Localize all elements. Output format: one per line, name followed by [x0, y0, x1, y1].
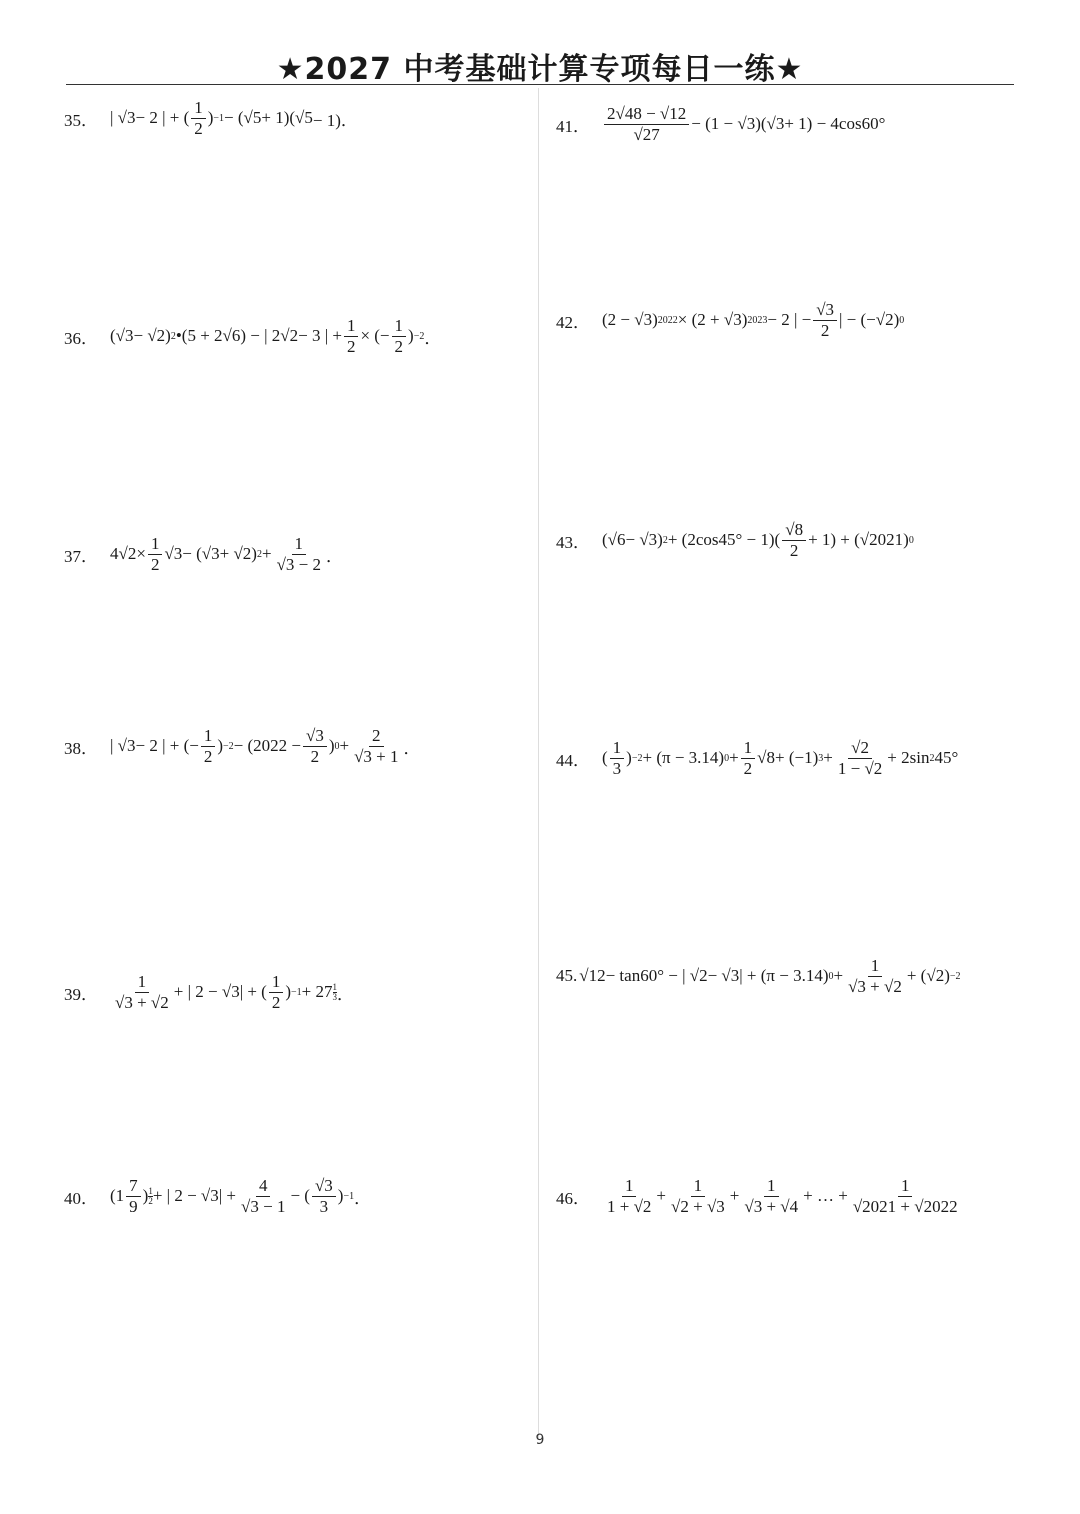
problem-number: 38．	[64, 738, 98, 758]
problem-number: 37．	[64, 546, 98, 566]
page-number: 9	[535, 1432, 545, 1448]
page-title: ★2027 中考基础计算专项每日一练★	[276, 52, 804, 87]
problem-45	[556, 956, 961, 996]
problem-44	[556, 738, 958, 778]
column-divider	[538, 88, 539, 1438]
problem-expression: | √ 3 − 2 | + (− 1 2 ) −2 − (2022 − √3 2 ) 0 + 2 √3 + 1 ．	[110, 726, 421, 766]
problem-expression: 1 √3 + √2 + | 2 − √ 3 | + ( 1 2 ) −1 + 27 1 3 ．	[115, 972, 354, 1012]
problem-number: 43．	[556, 532, 590, 552]
problem-expression: | √ 3 − 2 | + ( 1 2 ) −1 − (√ 5 + 1)(√ 5 − 1)．	[110, 98, 358, 138]
problem-number: 45.	[556, 966, 578, 986]
problem-37	[64, 534, 343, 574]
problem-35	[64, 98, 358, 138]
problem-36	[64, 316, 441, 356]
problem-43	[556, 520, 914, 560]
problem-expression: 4√ 2 × 1 2 √ 3 − (√ 3 + √ 2 ) 2 + 1 √3 − 2 ．	[110, 534, 343, 574]
problem-41	[556, 104, 885, 144]
problem-42	[556, 300, 904, 340]
problem-39	[64, 972, 354, 1012]
problem-number: 46．	[556, 1188, 590, 1208]
problem-expression: (√ 3 − √ 2 ) 2 •(5 + 2√ 6 ) − | 2√ 2 − 3 | + 1 2 × (− 1 2 ) −2 ．	[110, 316, 442, 356]
problem-number: 36．	[64, 328, 98, 348]
problem-number: 44．	[556, 750, 590, 770]
problem-expression: 2√48 − √12 √27 − (1 − √ 3 )(√ 3 + 1) − 4cos60°	[602, 104, 885, 144]
problem-40	[64, 1176, 371, 1216]
problem-expression: (√ 6 − √ 3 ) 2 + (2cos45° − 1)( √8 2 + 1) + (√ 2021 ) 0	[602, 520, 914, 560]
title-rule	[66, 84, 1014, 85]
problem-expression: √ 12 − tan60° − | √ 2 − √ 3 | + (π − 3.14) 0 + 1 √3 + √2 + (√ 2 ) −2	[579, 956, 961, 996]
problem-46	[556, 1176, 963, 1216]
problem-number: 41．	[556, 116, 590, 136]
problem-38	[64, 726, 421, 766]
problem-expression: ( 1 3 ) −2 + (π − 3.14) 0 + 1 2 √ 8 + (−1) 3 + √2 1 − √2 + 2sin 2 45°	[602, 738, 959, 778]
problem-number: 35．	[64, 110, 98, 130]
problem-number: 40．	[64, 1188, 98, 1208]
problem-number: 42．	[556, 312, 590, 332]
problem-expression: (1 7 9 ) 1 2 + | 2 − √ 3 | + 4 √3 − 1 − ( √3 3 ) −1 ．	[110, 1176, 372, 1216]
problem-expression: (2 − √ 3 ) 2022 × (2 + √ 3 ) 2023 − 2 | − √3 2 | − (−√ 2 ) 0	[602, 300, 905, 340]
problem-number: 39．	[64, 984, 98, 1004]
problem-expression: 1 1 + √2 + 1 √2 + √3 + 1 √3 + √4 + … + 1 √2021 + √2022	[607, 1176, 958, 1216]
